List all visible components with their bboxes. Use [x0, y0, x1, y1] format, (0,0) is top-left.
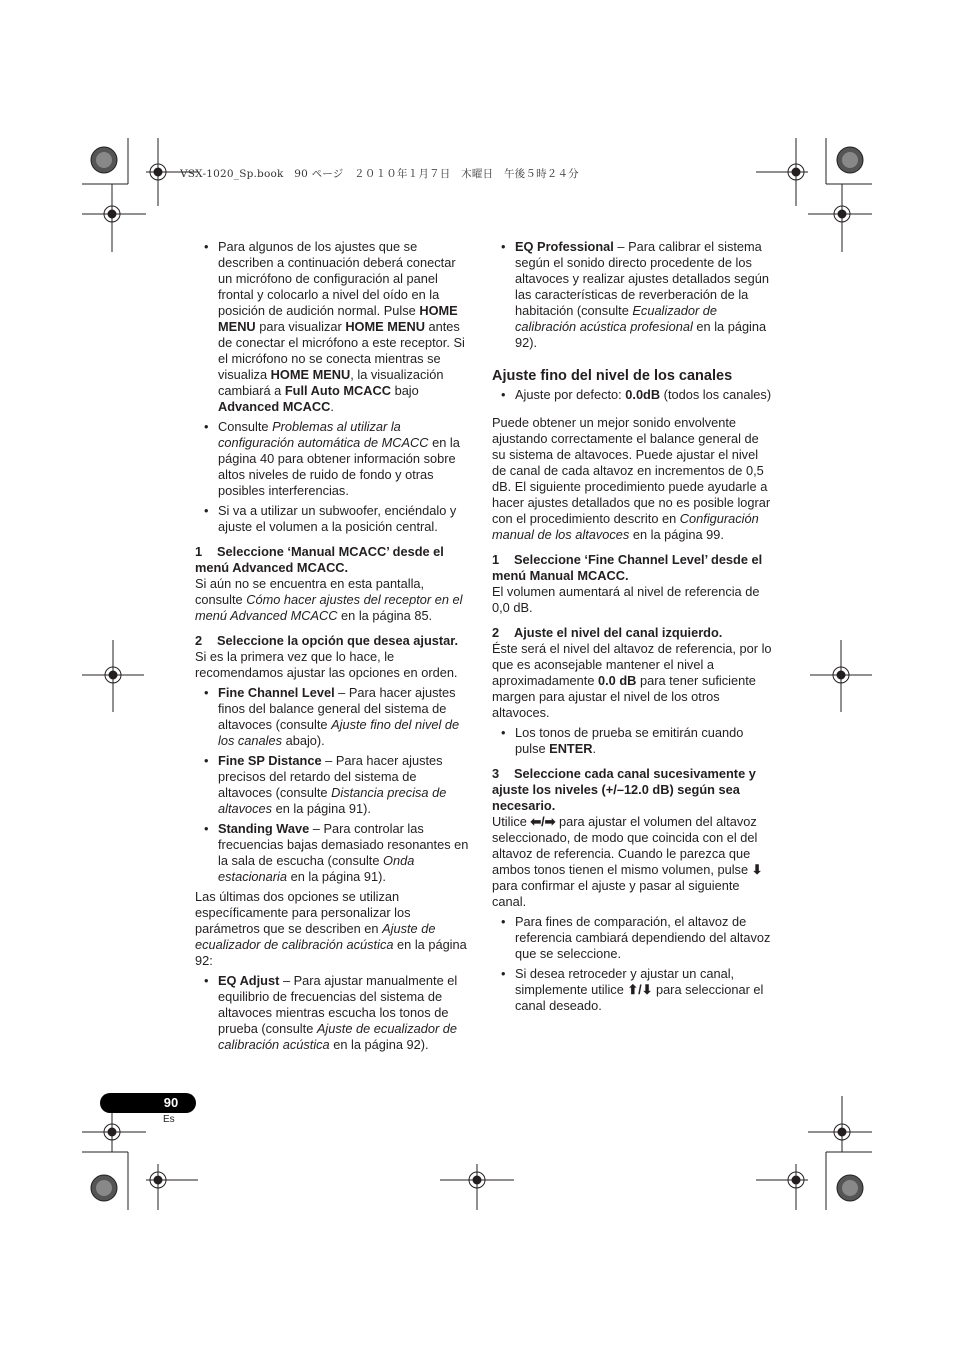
list-item: [195, 753, 473, 817]
text-run: para ajustar el volumen del altavoz seleccionado, de modo que coincida con el del altavoz de referencia. Cuando le parezca que ambos tonos tienen el mismo volumen, pulse: [492, 814, 758, 877]
bold-text: HOME MENU: [345, 319, 425, 334]
text-run: (todos los canales): [660, 387, 772, 402]
text-run: Consulte: [218, 419, 273, 434]
text-run: El volumen aumentará al nivel de referencia de 0,0 dB.: [492, 584, 760, 615]
bold-text: Fine Channel Level: [218, 685, 335, 700]
italic-reference: Distancia precisa de altavoces: [218, 785, 447, 816]
step-text: Ajuste el nivel del canal izquierdo.: [514, 625, 723, 640]
list-item: [492, 725, 772, 757]
step-2-bullets: [492, 725, 772, 757]
text-run: Los tonos de prueba se emitirán cuando pulse: [515, 725, 744, 756]
italic-reference: Configuración manual de los altavoces: [492, 511, 759, 542]
text-run: en la página 92).: [329, 1037, 429, 1052]
list-item: [492, 239, 772, 351]
text-run: Si es la primera vez que lo hace, le recomendamos ajustar las opciones en orden.: [195, 649, 458, 680]
italic-reference: Ajuste de ecualizador de calibración acústica: [218, 1021, 458, 1052]
step-text: Seleccione ‘Manual MCACC’ desde el menú Advanced MCACC.: [195, 544, 444, 575]
option-bullets-2: [195, 973, 473, 1053]
text-run: en la página 92).: [515, 319, 767, 350]
text-run: Ajuste por defecto:: [515, 387, 626, 402]
list-item: [492, 966, 772, 1014]
step-number: 1: [492, 552, 500, 567]
bold-text: ENTER: [549, 741, 593, 756]
text-run: bajo: [391, 383, 419, 398]
text-run: .: [592, 741, 597, 756]
step-1-heading: [492, 552, 772, 584]
text-run: Para algunos de los ajustes que se describen a continuación deberá conectar un micrófono de configuración al panel frontal y colocarlo a nivel del oído en la posición de audición normal. Pulse: [218, 239, 456, 318]
last-options-para: [195, 889, 473, 969]
bold-text: ⬆/⬇: [627, 982, 653, 997]
step-2-heading: [195, 633, 473, 649]
default-bullet: [492, 387, 772, 403]
bold-text: HOME MENU: [218, 303, 458, 334]
section-title: Ajuste fino del nivel de los canales: [492, 368, 733, 384]
bold-text: 0.0 dB: [598, 673, 637, 688]
text-run: para confirmar el ajuste y pasar al siguiente canal.: [492, 878, 740, 909]
left-column: [195, 239, 473, 1057]
bold-text: Advanced MCACC: [218, 399, 331, 414]
text-run: Éste será el nivel del altavoz de referencia, por lo que es aconsejable mantener el nivel a aproximadamente: [492, 641, 772, 688]
text-run: para visualizar: [255, 319, 346, 334]
text-run: , la visualización cambiará a: [218, 367, 444, 398]
step-3-bullets: [492, 914, 772, 1014]
italic-reference: Cómo hacer ajustes del receptor en el menú Advanced MCACC: [195, 592, 463, 623]
text-run: antes de conectar el micrófono a este receptor. Si el micrófono no se conecta mientras se visualiza: [218, 319, 465, 382]
italic-reference: Ajuste de ecualizador de calibración acústica: [195, 921, 436, 952]
step-number: 1: [195, 544, 203, 559]
text-run: en la página 91).: [287, 869, 386, 884]
list-item: [195, 821, 473, 885]
step-1-heading: [195, 544, 473, 576]
step-text: Seleccione cada canal sucesivamente y ajuste los niveles (+/–12.0 dB) según sea necesario.: [492, 766, 756, 813]
text-run: en la página 99.: [629, 527, 724, 542]
bold-text: Full Auto MCACC: [284, 383, 392, 398]
text-run: Para fines de comparación, el altavoz de referencia cambiará dependiendo del altavoz que se seleccione.: [515, 914, 771, 961]
bold-text: ⬅/➡: [530, 814, 556, 829]
step-3-heading: [492, 766, 772, 814]
step-number: 2: [492, 625, 500, 640]
list-item: [195, 239, 473, 415]
step-2-heading: [492, 625, 772, 641]
list-item: [492, 914, 772, 962]
right-column: [492, 239, 772, 1018]
text-run: – Para calibrar el sistema según el sonido directo procedente de los altavoces y realizar ajustes detallados según las características de reverberación de la habitación (consulte: [515, 239, 769, 318]
italic-reference: Problemas al utilizar la configuración automática de MCACC: [218, 419, 429, 450]
text-run: Si aún no se encuentra en esta pantalla, consulte: [195, 576, 425, 607]
step-1-body: [492, 584, 772, 616]
italic-reference: Ecualizador de calibración acústica profesional: [515, 303, 718, 334]
language-code: Es: [163, 1114, 175, 1125]
book-stamp: VSX-1020_Sp.book 90 ページ ２０１０年１月７日 木曜日 午後５時２４分: [180, 168, 579, 180]
list-item: [195, 685, 473, 749]
text-run: Puede obtener un mejor sonido envolvente ajustando correctamente el balance general de su sistema de altavoces. Puede ajustar el nivel de canal de cada altavoz en incrementos de 0,5 dB. El siguiente procedimiento puede ayudarle a hacer ajustes detallados que no es posible lograr con el procedimiento descrito en: [492, 415, 771, 526]
bold-text: Fine SP Distance: [218, 753, 322, 768]
step-text: Seleccione ‘Fine Channel Level’ desde el menú Manual MCACC.: [492, 552, 763, 583]
italic-reference: Onda estacionaria: [218, 853, 415, 884]
text-run: en la página 40 para obtener información sobre altos niveles de ruido de fondo y otras posibles interferencias.: [218, 435, 460, 498]
text-run: en la página 92:: [195, 937, 467, 968]
bold-text: EQ Adjust: [218, 973, 280, 988]
step-3-body: [492, 814, 772, 910]
option-bullets-3: [492, 239, 772, 351]
text-run: en la página 85.: [337, 608, 433, 623]
text-run: Si desea retroceder y ajustar un canal, simplemente utilice: [515, 966, 735, 997]
step-1-body: [195, 576, 473, 624]
bold-text: Standing Wave: [218, 821, 310, 836]
page-number: 90: [163, 1095, 179, 1110]
text-run: en la página 91).: [272, 801, 371, 816]
text-run: – Para ajustar manualmente el equilibrio de frecuencias del sistema de altavoces mientras escucha los tonos de prueba (consulte: [218, 973, 458, 1036]
list-item: [492, 387, 772, 403]
text-run: .: [330, 399, 334, 414]
text-run: Las últimas dos opciones se utilizan específicamente para personalizar los parámetros que se describen en: [195, 889, 411, 936]
list-item: [195, 973, 473, 1053]
italic-reference: Ajuste fino del nivel de los canales: [218, 717, 460, 748]
step-number: 2: [195, 633, 203, 648]
text-run: Utilice: [492, 814, 531, 829]
text-run: – Para controlar las frecuencias bajas demasiado resonantes en la sala de escucha (consulte: [218, 821, 469, 868]
list-item: [195, 419, 473, 499]
text-run: Si va a utilizar un subwoofer, enciéndalo y ajuste el volumen a la posición central.: [218, 503, 457, 534]
option-bullets: [195, 685, 473, 885]
bold-text: HOME MENU: [270, 367, 351, 382]
text-run: – Para hacer ajustes finos del balance general del sistema de altavoces (consulte: [218, 685, 456, 732]
bold-text: EQ Professional: [515, 239, 614, 254]
step-2-body: [492, 641, 772, 721]
list-item: [195, 503, 473, 535]
text-run: para tener suficiente margen para ajustar el nivel de los otros altavoces.: [492, 673, 756, 720]
text-run: – Para hacer ajustes precisos del retardo del sistema de altavoces (consulte: [218, 753, 443, 800]
step-text: Seleccione la opción que desea ajustar.: [217, 633, 459, 648]
text-run: para seleccionar el canal deseado.: [515, 982, 764, 1013]
section-intro: [492, 415, 772, 543]
intro-bullets: [195, 239, 473, 535]
bold-text: ⬇: [751, 862, 763, 877]
bold-text: 0.0dB: [625, 387, 661, 402]
text-run: abajo).: [282, 733, 325, 748]
step-2-body: [195, 649, 473, 681]
step-number: 3: [492, 766, 500, 781]
